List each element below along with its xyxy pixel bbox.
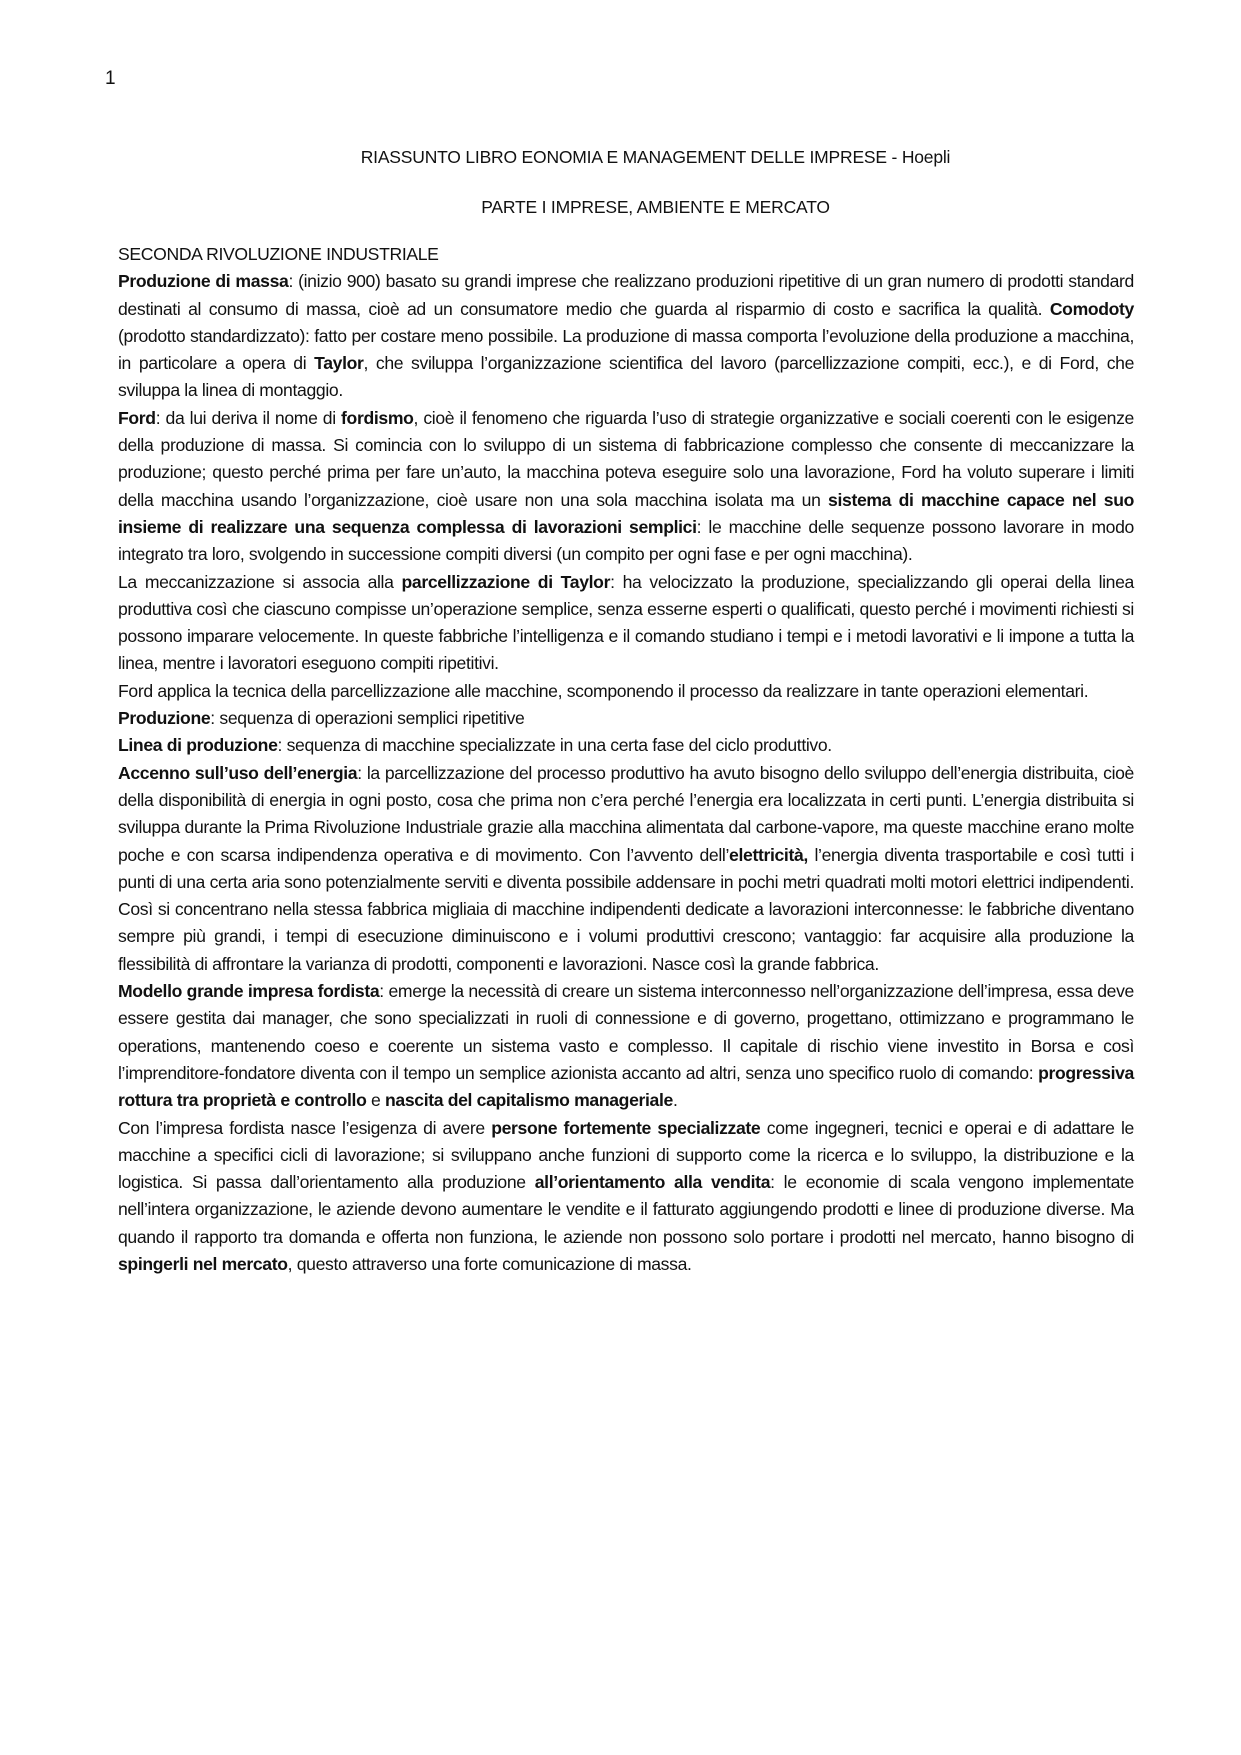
term-rottura-proprieta-controllo: progressiva rottura tra proprietà e controllo — [118, 1062, 1134, 1111]
term-comodoty: Comodoty — [1049, 298, 1134, 319]
paragraph-text: , cioè il fenomeno che riguarda l’uso di strategie organizzative e sociali coerenti con le esigenze della produzione di massa. Si comincia con lo sviluppo di un sistema di fabbricazione complesso che consente di meccanizzare la produzione; questo perché prima per fare un’auto, la macchina poteva eseguire solo una lavorazione, Ford ha voluto superare i limiti della macchina usando l’organizzazione, cioè usare non una sola macchina isolata ma un — [118, 407, 1134, 510]
term-sistema-di-macchine: sistema di macchine capace nel suo insieme di realizzare una sequenza complessa di lavorazioni semplici — [118, 489, 1134, 537]
paragraph-text: : emerge la necessità di creare un sistema interconnesso nell’organizzazione dell’impresa, essa deve essere gestita dai manager, che sono specializzati in ruoli di connessione e di governo, progettano, ottimizzano e programmano le operations, mantenendo coeso e coerente un sistema vasto e complesso. Il capitale di rischio viene investito in Borsa e così l’imprenditore-fondatore diventa con il tempo un semplice azionista accanto ad altri, senza uno specifico ruolo di comando: — [118, 981, 1134, 1083]
paragraph-text: : da lui deriva il nome di — [155, 407, 342, 428]
paragraph-text: La meccanizzazione si associa alla — [118, 571, 402, 592]
paragraph-text: . — [672, 1090, 678, 1111]
paragraph-impresa-fordista — [118, 1115, 1134, 1279]
paragraph-text: : ha velocizzato la produzione, specializzando gli operai della linea produttiva così che ciascuno compisse un’operazione semplice, senza esserne esperti o qualificati, questo perché i movimenti richiesti si possono imparare velocemente. In queste fabbriche l’intelligenza e il comando studiano i tempi e i metodi lavorativi e li impone a tutta la linea, mentre i lavoratori eseguono compiti ripetitivi. — [118, 571, 1134, 674]
document-title: RIASSUNTO LIBRO EONOMIA E MANAGEMENT DELLE IMPRESE - Hoepli — [360, 147, 951, 167]
term-taylor: Taylor — [314, 353, 364, 374]
paragraph-modello-fordista — [118, 978, 1134, 1114]
paragraph-text: : sequenza di operazioni semplici ripetitive — [210, 708, 525, 729]
paragraph-ford-parcellizzazione — [118, 678, 1134, 705]
paragraph-text: l’energia diventa trasportabile e così tutti i punti di una certa aria sono potenzialmente serviti e diventa possibile addensare in pochi metri quadrati molti motori elettrici indipendenti. Così si concentrano nella stessa fabbrica migliaia di macchine indipendenti dedicate a lavorazioni interconnesse: le fabbriche diventano sempre più grandi, i tempi di esecuzione diminuiscono e i volumi produttivi crescono; vantaggio: far acquisire alla produzione la flessibilità di affrontare la varianza di prodotti, componenti e lavorazioni. Nasce così la grande fabbrica. — [118, 844, 1134, 974]
term-produzione: Produzione — [118, 708, 211, 729]
paragraph-text: : la parcellizzazione del processo produttivo ha avuto bisogno dello sviluppo dell’energia distribuita, cioè della disponibilità di energia in ogni posto, cosa che prima non c’era perché l’energia era localizzata in certi punti. L’energia distribuita si sviluppa durante la Prima Rivoluzione Industriale grazie alla macchina alimentata dal carbone-vapore, ma queste macchine erano molte poche e con scarsa indipendenza operativa e di movimento. Con l’avvento dell’ — [118, 762, 1134, 865]
paragraph-text: : sequenza di macchine specializzate in una certa fase del ciclo produttivo. — [277, 735, 832, 756]
document-subtitle: PARTE I IMPRESE, AMBIENTE E MERCATO — [481, 197, 830, 217]
term-fordismo: fordismo — [341, 407, 414, 428]
paragraph-energia — [118, 760, 1134, 978]
term-uso-energia: Accenno sull’uso dell’energia — [118, 762, 358, 783]
paragraph-text: Ford applica la tecnica della parcellizzazione alle macchine, scomponendo il processo da realizzare in tante operazioni elementari. — [118, 680, 1089, 701]
paragraph-text: e — [366, 1090, 385, 1111]
paragraph-text: come ingegneri, tecnici e operai e di adattare le macchine a specifici cicli di lavorazione; si sviluppano anche funzioni di supporto come la ricerca e lo sviluppo, la distribuzione e la logistica. Si passa dall’orientamento alla produzione — [118, 1117, 1134, 1193]
page-number: 1 — [105, 68, 116, 89]
paragraph-text: : (inizio 900) basato su grandi imprese che realizzano produzioni ripetitive di un gran numero di prodotti standard destinati al consumo di massa, cioè ad un consumatore medio che guarda al risparmio di costo e sacrifica la qualità. — [118, 271, 1134, 319]
term-produzione-di-massa: Produzione di massa — [118, 271, 289, 292]
paragraph-linea-di-produzione — [118, 732, 1134, 759]
term-modello-grande-impresa: Modello grande impresa fordista — [118, 981, 380, 1002]
section-heading: SECONDA RIVOLUZIONE INDUSTRIALE — [118, 244, 439, 264]
paragraph-meccanizzazione — [118, 569, 1134, 678]
paragraph-produzione-di-massa — [118, 268, 1134, 404]
term-parcellizzazione-di-taylor: parcellizzazione di Taylor — [401, 571, 611, 592]
paragraph-ford — [118, 405, 1134, 569]
paragraph-text: Con l’impresa fordista nasce l’esigenza di avere — [118, 1117, 492, 1138]
paragraph-text: , questo attraverso una forte comunicazione di massa. — [287, 1253, 692, 1274]
term-elettricita: elettricità, — [729, 844, 808, 865]
term-ford: Ford — [118, 407, 156, 428]
term-capitalismo-manageriale: nascita del capitalismo manageriale — [385, 1090, 673, 1111]
paragraph-text: : le economie di scala vengono implementate nell’intera organizzazione, le aziende devono aumentare le vendite e il fatturato aggiungendo prodotti e linee di produzione diverse. Ma quando il rapporto tra domanda e offerta non funziona, le aziende non possono solo portare i prodotti nel mercato, hanno bisogno di — [118, 1172, 1134, 1247]
term-orientamento-vendita: all’orientamento alla vendita — [534, 1172, 771, 1193]
paragraph-text: (prodotto standardizzato): fatto per costare meno possibile. La produzione di massa comporta l’evoluzione della produzione a macchina, in particolare a opera di — [118, 325, 1134, 374]
paragraph-text: , che sviluppa l’organizzazione scientifica del lavoro (parcellizzazione compiti, ecc.), e di Ford, che sviluppa la linea di montaggio. — [118, 353, 1135, 401]
paragraph-text: : le macchine delle sequenze possono lavorare in modo integrato tra loro, svolgendo in successione compiti diversi (un compito per ogni fase e per ogni macchina). — [118, 516, 1134, 565]
term-persone-specializzate: persone fortemente specializzate — [491, 1117, 761, 1138]
paragraph-produzione — [118, 705, 1134, 732]
term-linea-di-produzione: Linea di produzione — [118, 735, 278, 756]
document-body — [118, 241, 1134, 1278]
term-spingerli-nel-mercato: spingerli nel mercato — [118, 1253, 288, 1274]
